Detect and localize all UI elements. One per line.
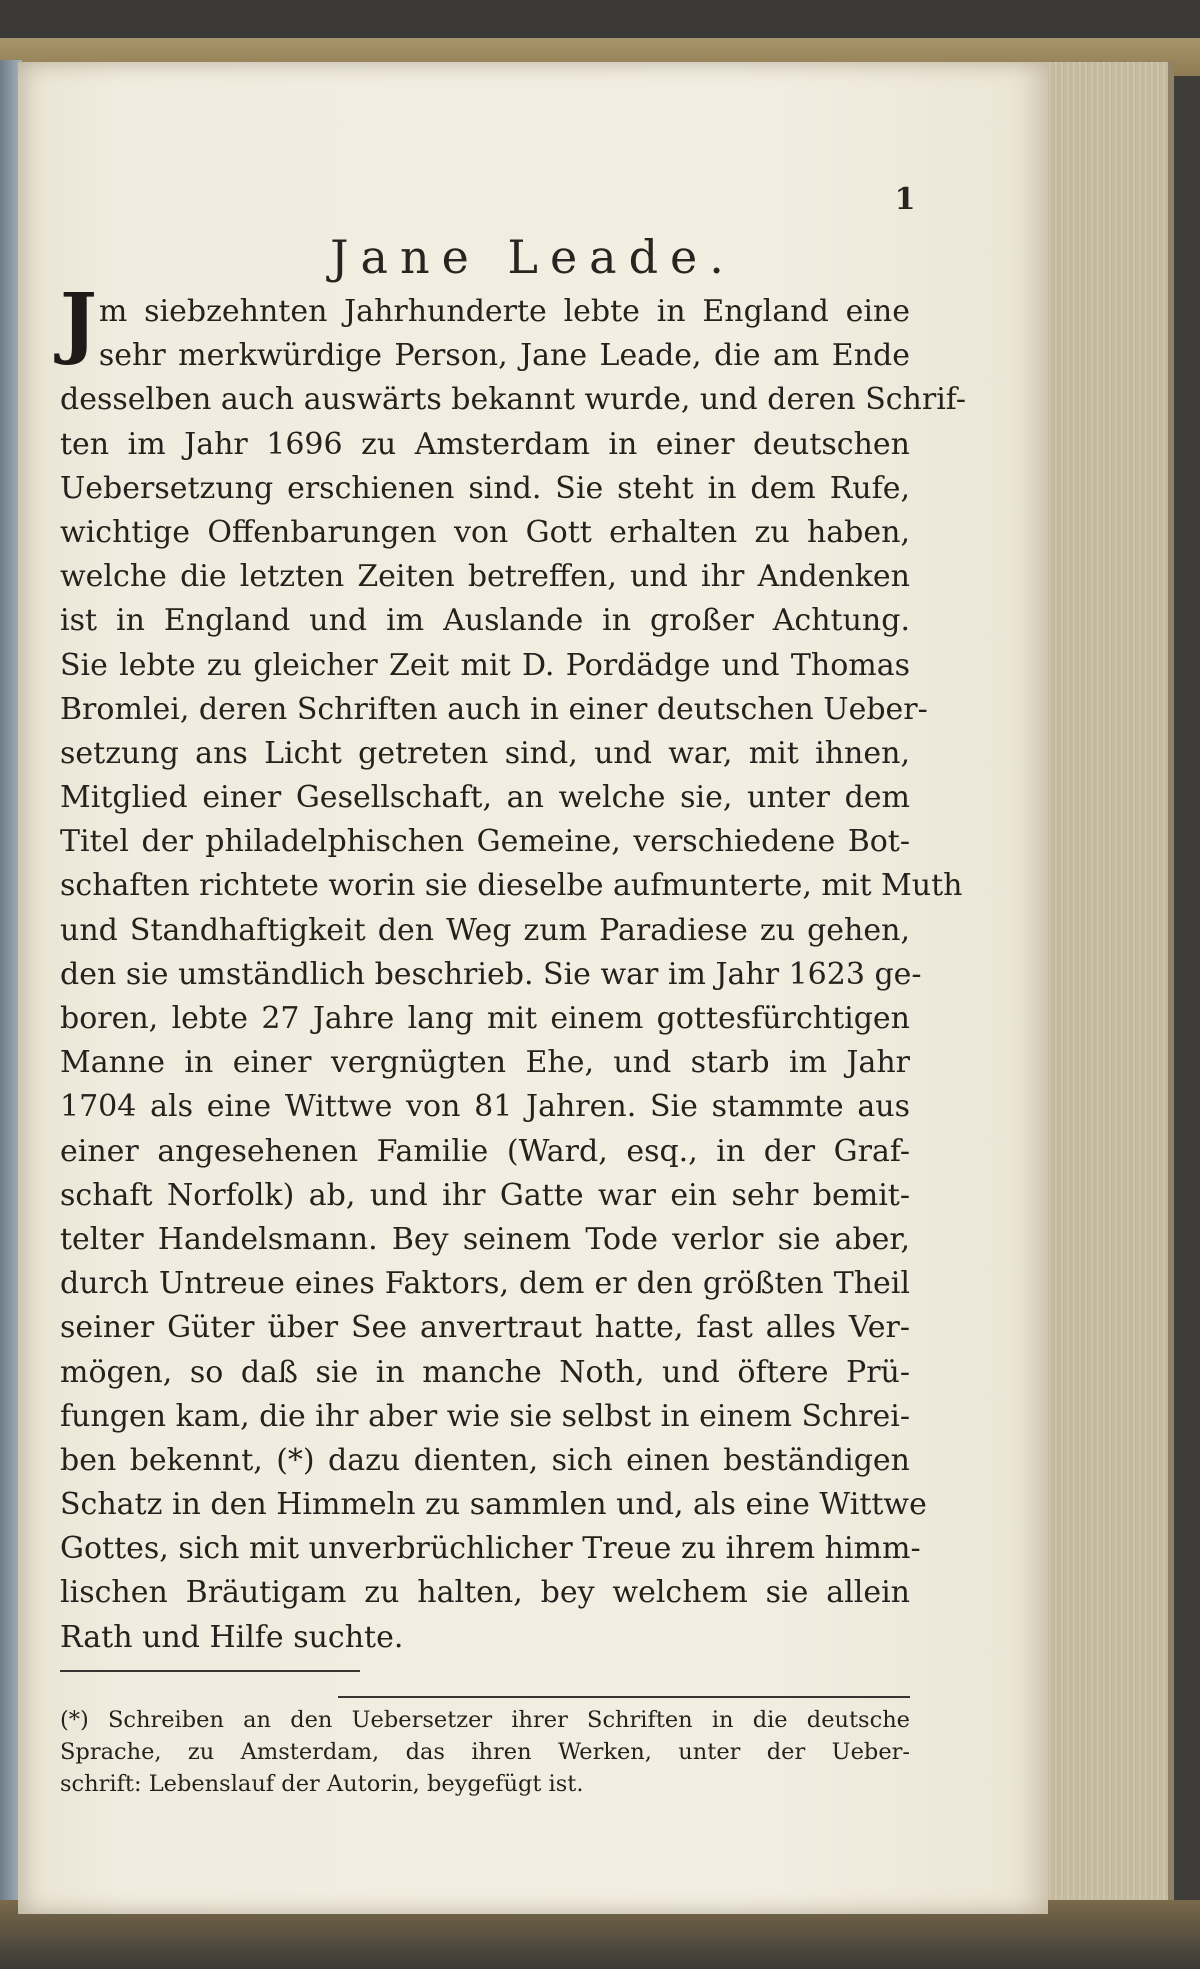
text-line: setzung ans Licht getreten sind, und war, mit ihnen, xyxy=(60,735,910,771)
text-line: Uebersetzung erschienen sind. Sie steht in dem Rufe, xyxy=(60,470,910,506)
text-line: Schatz in den Himmeln zu sammlen und, als eine Wittwe xyxy=(60,1487,927,1523)
text-line: ist in England und im Auslande in großer Achtung. xyxy=(60,603,910,639)
text-line: Titel der philadelphischen Gemeine, verschiedene Bot- xyxy=(60,824,910,860)
text-line: boren, lebte 27 Jahre lang mit einem gottesfürchtigen xyxy=(60,1001,910,1036)
text-line: Sie lebte zu gleicher Zeit mit D. Pordädge und Thomas xyxy=(60,647,910,683)
drop-cap-initial: J xyxy=(60,277,97,368)
footnote-rule-long xyxy=(338,1696,910,1698)
text-line: fungen kam, die ihr aber wie sie selbst in einem Schrei- xyxy=(60,1398,910,1434)
text-line: einer angesehenen Familie (Ward, esq., in der Graf- xyxy=(60,1133,910,1169)
text-line: den sie umständlich beschrieb. Sie war im Jahr 1623 ge- xyxy=(60,956,922,992)
text-line: schaften richtete worin sie dieselbe aufmunterte, mit Muth xyxy=(60,868,963,904)
chapter-heading: Jane Leade. xyxy=(330,230,736,284)
footnote-line: Sprache, zu Amsterdam, das ihren Werken, unter der Ueber- xyxy=(60,1739,910,1765)
text-line: wichtige Offenbarungen von Gott erhalten zu haben, xyxy=(60,514,910,550)
text-line: telter Handelsmann. Bey seinem Tode verlor sie aber, xyxy=(60,1221,910,1257)
printed-page xyxy=(18,62,1048,1914)
footnote-line: schrift: Lebenslauf der Autorin, beygefügt ist. xyxy=(60,1771,584,1797)
text-line: Gottes, sich mit unverbrüchlicher Treue zu ihrem himm- xyxy=(60,1531,921,1567)
text-line: ben bekennt, (*) dazu dienten, sich einen beständigen xyxy=(60,1442,910,1478)
text-line: lischen Bräutigam zu halten, bey welchem sie allein xyxy=(60,1575,910,1611)
footnote-rule-short xyxy=(60,1670,360,1672)
text-line: Mitglied einer Gesellschaft, an welche sie, unter dem xyxy=(60,780,910,816)
text-line: mögen, so daß sie in manche Noth, und öftere Prü- xyxy=(60,1354,910,1390)
text-line: Bromlei, deren Schriften auch in einer deutschen Ueber- xyxy=(60,691,928,727)
text-line: seiner Güter über See anvertraut hatte, fast alles Ver- xyxy=(60,1310,910,1346)
text-line: schaft Norfolk) ab, und ihr Gatte war ein sehr bemit- xyxy=(60,1177,910,1213)
text-line: ten im Jahr 1696 zu Amsterdam in einer deutschen xyxy=(60,426,910,462)
footnote-line: (*) Schreiben an den Uebersetzer ihrer Schriften in die deutsche xyxy=(60,1707,910,1733)
footnote xyxy=(60,1704,910,1800)
text-line: durch Untreue eines Faktors, dem er den größten Theil xyxy=(60,1266,910,1302)
text-line: welche die letzten Zeiten betreffen, und ihr Andenken xyxy=(60,559,910,595)
text-line: m siebzehnten Jahrhunderte lebte in England eine xyxy=(98,294,910,329)
body-text xyxy=(60,277,966,1660)
text-line: und Standhaftigkeit den Weg zum Paradiese zu gehen, xyxy=(60,912,910,948)
text-line: Manne in einer vergnügten Ehe, und starb im Jahr xyxy=(60,1045,910,1081)
text-line: desselben auch auswärts bekannt wurde, und deren Schrif- xyxy=(60,382,966,418)
text-line: Rath und Hilfe suchte. xyxy=(60,1619,404,1655)
text-line: 1704 als eine Wittwe von 81 Jahren. Sie stammte aus xyxy=(60,1089,910,1125)
text-line: sehr merkwürdige Person, Jane Leade, die am Ende xyxy=(98,338,910,374)
page-number: 1 xyxy=(894,182,916,217)
page-block-edges xyxy=(1040,62,1174,1910)
